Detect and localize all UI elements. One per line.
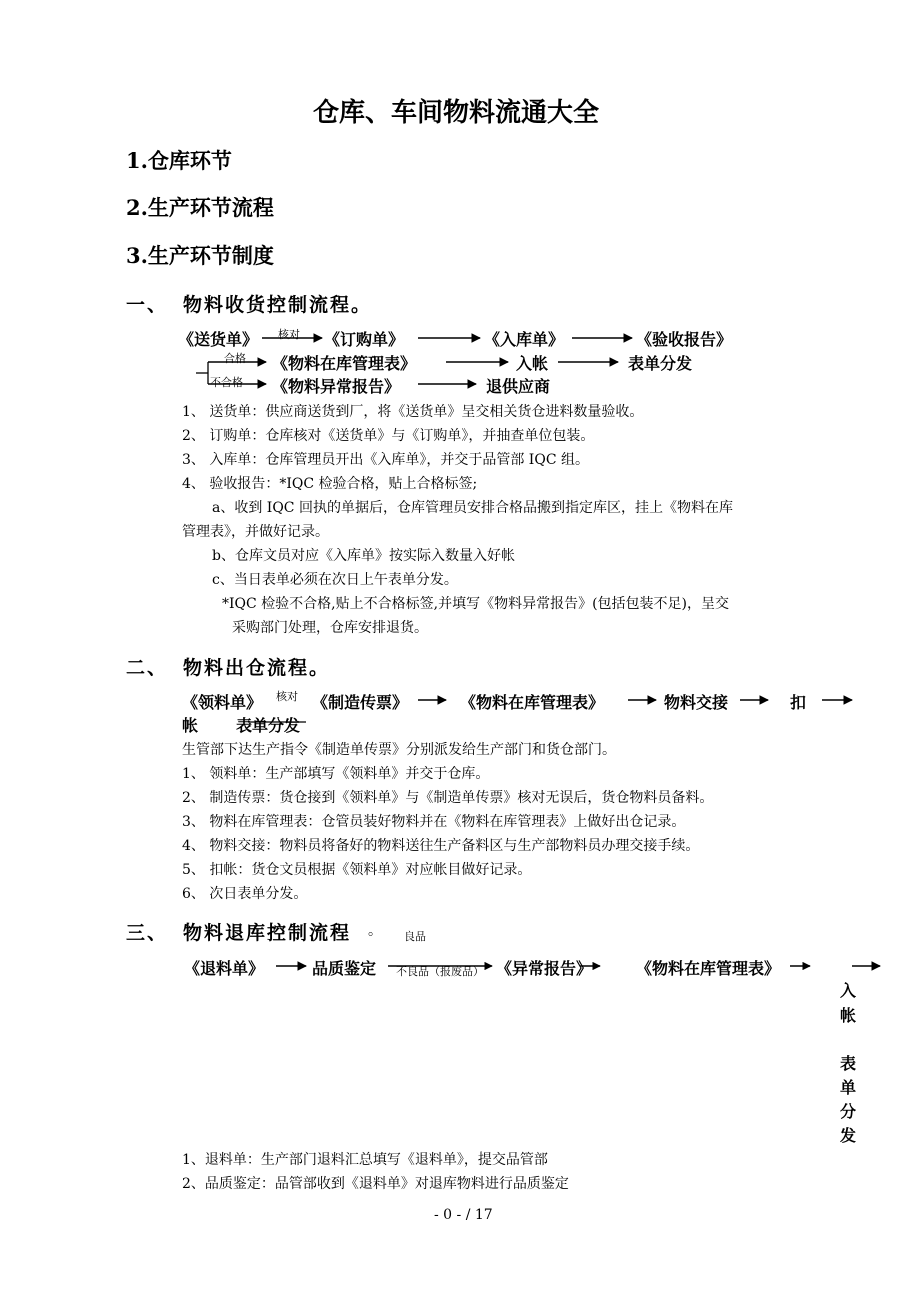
arrow-label: 不合格: [210, 376, 243, 389]
vertical-char: 单: [840, 1078, 857, 1097]
list-item: 1、 领料单：生产部填写《领料单》并交于仓库。: [182, 766, 490, 782]
flow-node: 品质鉴定: [312, 959, 377, 978]
vertical-char: 分: [840, 1102, 857, 1121]
list-item: 2、品质鉴定：品管部收到《退料单》对退库物料进行品质鉴定: [182, 1176, 569, 1192]
flow-node: 表单分发: [236, 716, 301, 735]
section-heading: 物料收货控制流程。: [183, 294, 373, 316]
list-item: a、收到 IQC 回执的单据后，仓库管理员安排合格品搬到指定库区，挂上《物料在库: [212, 500, 733, 516]
flow-node: 《订购单》: [324, 330, 405, 349]
list-item: 1、退料单：生产部门退料汇总填写《退料单》，提交品管部: [182, 1152, 548, 1168]
flow-node: 《送货单》: [178, 330, 259, 349]
section-number: 一、: [126, 294, 169, 316]
flow-node: 《退料单》: [184, 959, 265, 978]
section-number: 三、: [126, 922, 169, 944]
flow-node: 《验收报告》: [636, 330, 733, 349]
flow-node: 《物料在库管理表》: [460, 693, 605, 712]
list-item: 6、 次日表单分发。: [182, 886, 308, 902]
list-item: 4、 验收报告：*IQC 检验合格，贴上合格标签;: [182, 476, 478, 492]
flow-node: 物料交接: [664, 693, 729, 712]
arrow-label: 核对: [276, 690, 298, 703]
flow-node: 《入库单》: [484, 330, 565, 349]
flow-node: 表单分发: [628, 354, 693, 373]
section-number: 二、: [126, 657, 169, 679]
list-item: 1、 送货单：供应商送货到厂，将《送货单》呈交相关货仓进料数量验收。: [182, 404, 644, 420]
vertical-char: 入: [840, 981, 857, 1000]
list-item: 2、 制造传票：货仓接到《领料单》与《制造单传票》核对无误后，货仓物料员备料。: [182, 790, 714, 806]
flow-node: 扣: [790, 693, 807, 712]
arrow-label: 合格: [224, 352, 246, 365]
flow-node: 《领料单》: [182, 693, 263, 712]
flow-node: 《物料在库管理表》: [272, 354, 417, 373]
page-number: - 0 - / 17: [434, 1207, 493, 1223]
flow-node: 入帐: [516, 354, 549, 373]
toc-item: 3.生产环节制度: [126, 243, 274, 268]
vertical-char: 表: [840, 1054, 857, 1073]
list-item: 3、 物料在库管理表：仓管员装好物料并在《物料在库管理表》上做好出仓记录。: [182, 814, 686, 830]
page-title: 仓库、车间物料流通大全: [313, 98, 600, 128]
arrow-label: 良品: [404, 930, 426, 943]
flow-node: 《异常报告》: [496, 959, 593, 978]
arrow-label: 核对: [278, 328, 300, 341]
list-item: 采购部门处理，仓库安排退货。: [232, 620, 428, 636]
toc-item: 1.仓库环节: [126, 148, 232, 173]
list-item: b、仓库文员对应《入库单》按实际入数量入好帐: [212, 548, 515, 564]
list-item: 2、 订购单：仓库核对《送货单》与《订购单》，并抽查单位包装。: [182, 428, 595, 444]
list-item: 4、 物料交接：物料员将备好的物料送往生产备料区与生产部物料员办理交接手续。: [182, 838, 700, 854]
flow-node: 帐: [182, 716, 199, 735]
heading-mark: 。: [368, 923, 382, 939]
list-item: 管理表》，并做好记录。: [182, 524, 329, 540]
list-item: 生管部下达生产指令《制造单传票》分别派发给生产部门和货仓部门。: [182, 742, 616, 758]
section-heading: 物料出仓流程。: [183, 657, 331, 679]
flow-node: 《物料异常报告》: [272, 377, 401, 396]
flow-node: 《物料在库管理表》: [636, 959, 781, 978]
section-heading: 物料退库控制流程: [183, 922, 352, 944]
list-item: *IQC 检验不合格,贴上不合格标签,并填写《物料异常报告》(包括包装不足)，呈交: [222, 596, 729, 612]
vertical-char: 发: [840, 1126, 857, 1145]
list-item: c、当日表单必须在次日上午表单分发。: [212, 572, 458, 588]
list-item: 3、 入库单：仓库管理员开出《入库单》，并交于品管部 IQC 组。: [182, 452, 589, 468]
flow-node: 《制造传票》: [312, 693, 409, 712]
vertical-char: 帐: [840, 1006, 857, 1025]
list-item: 5、 扣帐：货仓文员根据《领料单》对应帐目做好记录。: [182, 862, 532, 878]
flow-node: 退供应商: [486, 377, 551, 396]
arrow-label: 不良品（报废品）: [396, 965, 484, 978]
toc-item: 2.生产环节流程: [126, 195, 274, 220]
